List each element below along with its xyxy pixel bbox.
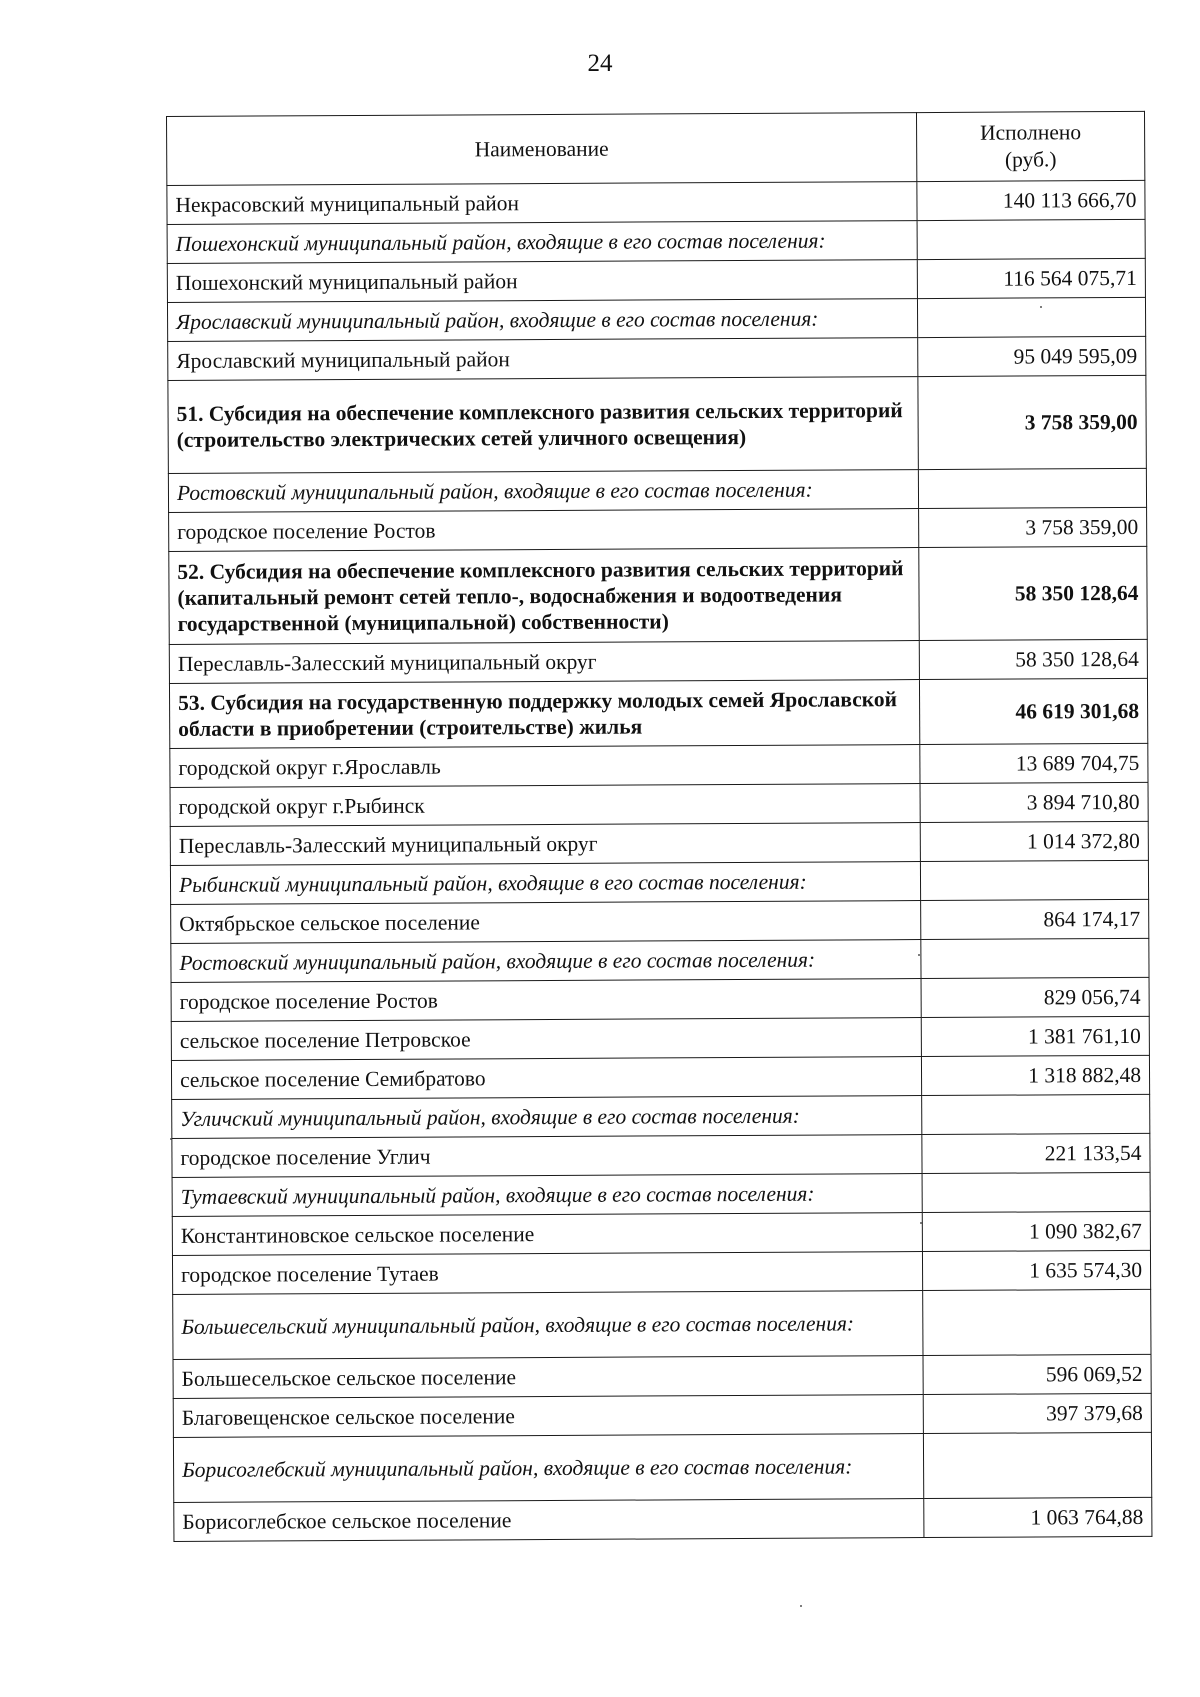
table-row [171,1016,1149,1060]
table-header [167,111,1145,185]
district-group-row [168,468,1146,512]
row-amount [922,1172,1150,1212]
row-name: Переславль-Залесский муниципальный округ [170,823,920,866]
district-group-row [172,1172,1150,1216]
row-amount [920,860,1148,900]
table-row [172,1250,1150,1294]
table-row [171,977,1149,1021]
row-amount [923,1432,1151,1498]
row-amount: 3 894 710,80 [920,782,1148,822]
row-amount: 3 758 359,00 [918,375,1146,469]
row-amount: 58 350 128,64 [919,639,1147,679]
row-name: Благовещенское сельское поселение [173,1395,923,1438]
row-name: Ростовский муниципальный район, входящие в его состав поселения: [168,470,918,513]
budget-table [166,111,1152,1542]
row-amount: 1 381 761,10 [921,1016,1149,1056]
district-group-row [173,1432,1151,1502]
table-row [170,821,1148,865]
scan-speck [1040,306,1042,308]
table-row [171,1055,1149,1099]
row-amount: 1 014 372,80 [920,821,1148,861]
district-group-row [167,297,1145,341]
row-amount [917,219,1145,259]
table-body [167,180,1152,1541]
table-row [172,1133,1150,1177]
row-amount [923,1289,1151,1355]
table-row [173,1354,1151,1398]
row-amount: 140 113 666,70 [917,180,1145,220]
row-name: Рыбинский муниципальный район, входящие в его состав поселения: [170,862,920,905]
row-amount [921,938,1149,978]
row-name: сельское поселение Семибратово [171,1057,921,1100]
row-name: Пошехонский муниципальный район [167,260,917,303]
row-amount: 95 049 595,09 [918,336,1146,376]
row-amount [917,297,1145,337]
row-name: Ярославский муниципальный район [168,338,918,381]
scan-speck [800,1605,802,1607]
row-name: городской округ г.Ярославль [170,745,920,788]
row-amount [922,1094,1150,1134]
row-amount: 46 619 301,68 [919,678,1147,744]
row-amount: 397 379,68 [923,1393,1151,1433]
row-name: Борисоглебское сельское поселение [174,1499,924,1542]
table-row [174,1497,1152,1541]
header-amount [916,111,1144,181]
row-name: Некрасовский муниципальный район [167,182,917,225]
row-name: 52. Субсидия на обеспечение комплексного развития сельских территорий (капитальный ремонт сетей тепло-, водоснабжения и водоотведения государственной (муниципальной) собственности) [169,548,919,645]
row-amount: 3 758 359,00 [919,507,1147,547]
row-name: Борисоглебский муниципальный район, входящие в его состав поселения: [173,1434,923,1503]
row-amount [918,468,1146,508]
row-name: Переславль-Залесский муниципальный округ [169,641,919,684]
row-name: Тутаевский муниципальный район, входящие в его состав поселения: [172,1174,922,1217]
row-amount: 829 056,74 [921,977,1149,1017]
row-name: Большесельский муниципальный район, входящие в его состав поселения: [173,1291,923,1360]
subsidy-section-row [169,678,1147,748]
row-amount: 116 564 075,71 [917,258,1145,298]
district-group-row [172,1094,1150,1138]
page-number: 24 [587,50,613,77]
scan-speck [918,954,920,956]
row-amount: 1 063 764,88 [924,1497,1152,1537]
table-row [168,336,1146,380]
row-amount: 1 318 882,48 [921,1055,1149,1095]
scan-speck [170,1138,172,1140]
table-row [172,1211,1150,1255]
row-name: Ярославский муниципальный район, входящие в его состав поселения: [167,299,917,342]
district-group-row [171,938,1149,982]
row-name: городской округ г.Рыбинск [170,784,920,827]
scan-speck [920,1222,922,1224]
subsidy-section-row [169,546,1147,644]
row-name: Угличский муниципальный район, входящие в его состав поселения: [172,1096,922,1139]
table-row [169,639,1147,683]
district-group-row [167,219,1145,263]
row-name: 53. Субсидия на государственную поддержку молодых семей Ярославской области в приобретении (строительстве) жилья [169,680,919,749]
header-name: Наименование [167,113,917,186]
row-amount: 864 174,17 [921,899,1149,939]
row-name: сельское поселение Петровское [171,1018,921,1061]
row-name: городское поселение Ростов [171,979,921,1022]
table-row [173,1393,1151,1437]
row-name: Пошехонский муниципальный район, входящие в его состав поселения: [167,221,917,264]
row-name: городское поселение Тутаев [172,1252,922,1295]
table-row [167,258,1145,302]
row-amount: 221 133,54 [922,1133,1150,1173]
header-amount-line2: (руб.) [1004,147,1057,172]
district-group-row [173,1289,1151,1359]
table-row [169,507,1147,551]
header-amount-line1: Исполнено [979,120,1082,145]
row-name: городское поселение Ростов [169,509,919,552]
row-name: Константиновское сельское поселение [172,1213,922,1256]
table-row [167,180,1145,224]
table-row [170,743,1148,787]
subsidy-section-row [168,375,1146,473]
row-name: Большесельское сельское поселение [173,1356,923,1399]
row-amount: 58 350 128,64 [919,546,1147,640]
district-group-row [170,860,1148,904]
row-name: 51. Субсидия на обеспечение комплексного развития сельских территорий (строительство электрических сетей уличного освещения) [168,377,918,474]
table-row [171,899,1149,943]
row-amount: 1 635 574,30 [922,1250,1150,1290]
row-amount: 596 069,52 [923,1354,1151,1394]
row-amount: 13 689 704,75 [920,743,1148,783]
row-name: Октябрьское сельское поселение [171,901,921,944]
row-name: Ростовский муниципальный район, входящие в его состав поселения: [171,940,921,983]
row-name: городское поселение Углич [172,1135,922,1178]
table-row [170,782,1148,826]
row-amount: 1 090 382,67 [922,1211,1150,1251]
